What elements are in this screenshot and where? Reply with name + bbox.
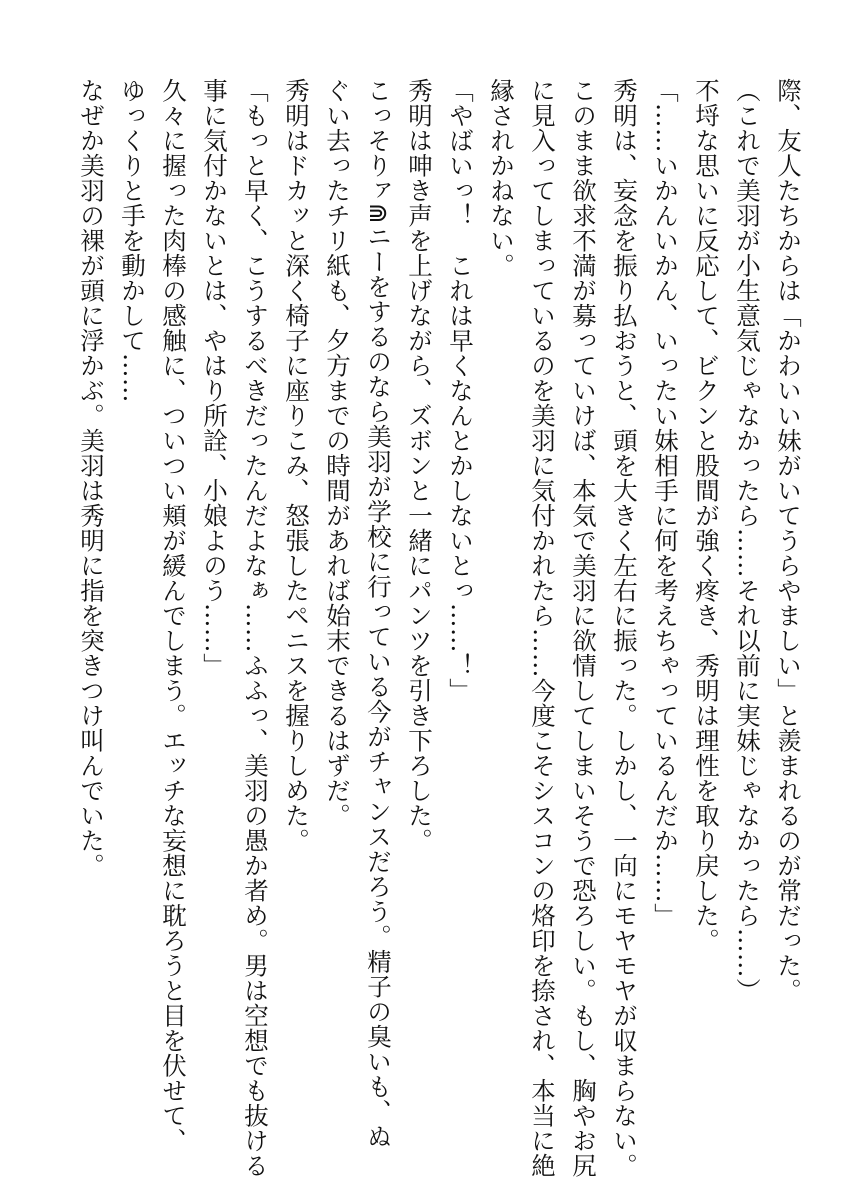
text-line: 縁されかねない。 [487,78,516,278]
text-line: なぜか美羽の裸が頭に浮かぶ。美羽は秀明に指を突きつけ叫んでいた。 [77,78,106,878]
text-line: 際、友人たちからは「かわいい妹がいてうらやましい」と羨まれるのが常だった。 [774,78,803,1003]
text-line: 「やばいっ！ これは早くなんとかしないとっ……！」 [446,78,475,703]
text-line: 「……いかんいかん、いったい妹相手に何を考えちゃっているんだか……」 [651,78,680,928]
text-line: 事に気付かないとは、やはり所詮、小娘よのう……」 [200,78,229,678]
text-line: このまま欲求不満が募っていけば、本気で美羽に欲情してしまいそうで恐ろしい。もし、胸やお尻 [569,78,598,1178]
text-line: ゆっくりと手を動かして…… [118,78,147,403]
text-line: ぐい去ったチリ紙も、夕方までの時間があれば始末できるはずだ。 [323,78,352,828]
text-line: 秀明は呻き声を上げながら、ズボンと一緒にパンツを引き下ろした。 [405,78,434,853]
text-line: 「もっと早く、こうするべきだったんだよなぁ……ふふっ、美羽の愚か者め。男は空想でも抜ける [241,78,270,1178]
text-line: こっそりァ⋒ニーをするのなら美羽が学校に行っている今がチャンスだろう。精子の臭いも、ぬ [364,78,393,1150]
text-line: に見入ってしまっているのを美羽に気付かれたら……今度こそシスコンの烙印を捺され、本当に絶 [528,78,557,1178]
text-line: （これで美羽が小生意気じゃなかったら……それ以前に実妹じゃなかったら……） [733,78,762,1003]
text-line: 秀明は、妄念を振り払おうと、頭を大きく左右に振った。しかし、一向にモヤモヤが収まらない。 [610,78,639,1178]
vertical-text-body [71,78,809,1178]
text-line: 秀明はドカッと深く椅子に座りこみ、怒張したペニスを握りしめた。 [282,78,311,853]
text-line: 不埒な思いに反応して、ビクンと股間が強く疼き、秀明は理性を取り戻した。 [692,78,721,953]
text-line: 久々に握った肉棒の感触に、ついつい頬が緩んでしまう。エッチな妄想に耽ろうと目を伏せて、 [159,78,188,1153]
